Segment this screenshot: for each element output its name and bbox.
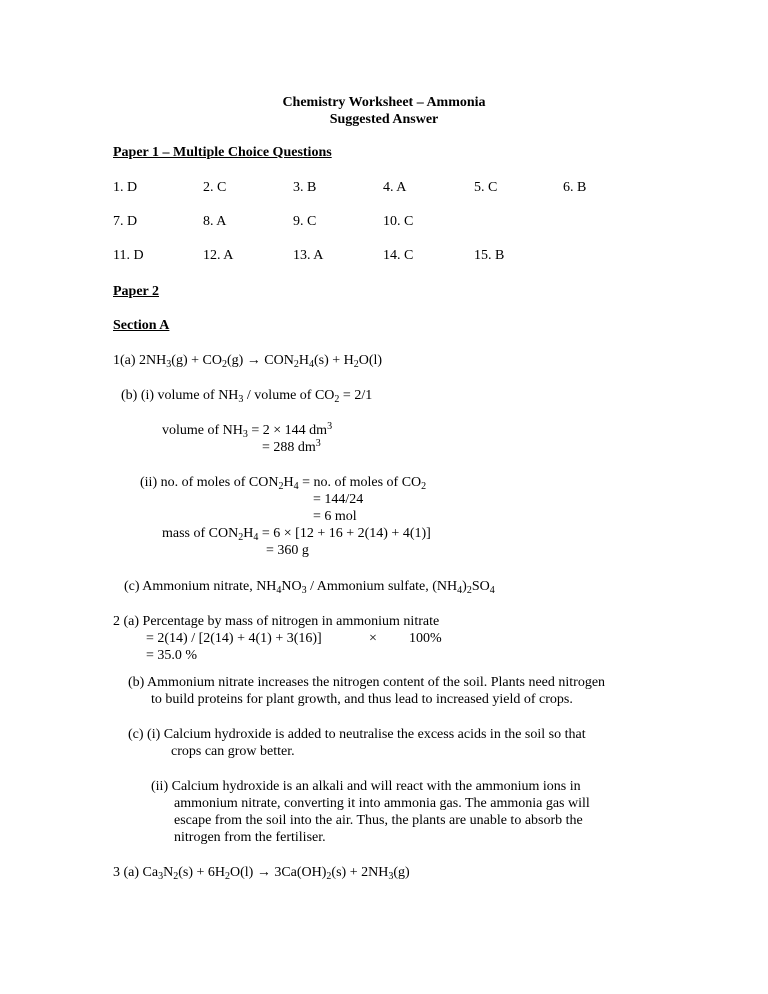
q2b-line1: (b) Ammonium nitrate increases the nitrogen content of the soil. Plants need nitrogen — [128, 675, 606, 690]
q1b-moles: (ii) no. of moles of $CON_2H_4$ = no. of moles of $CO_2$ — [140, 475, 427, 492]
q2c-line2: crops can grow better. — [171, 744, 295, 759]
q1b-volume-result: = 288 $dm^3$ — [262, 438, 321, 455]
q2a-times: × — [369, 631, 377, 646]
q1b-moles-calc: = 144/24 — [313, 492, 364, 507]
mcq-answer: 2. C — [203, 180, 227, 195]
mcq-answer: 13. A — [293, 248, 324, 263]
mcq-answer: 15. B — [474, 248, 505, 263]
mcq-answer: 3. B — [293, 180, 317, 195]
mcq-answer: 8. A — [203, 214, 227, 229]
mcq-answer: 10. C — [383, 214, 414, 229]
q2d-line3: escape from the soil into the air. Thus, the plants are unable to absorb the — [174, 813, 583, 828]
mcq-row — [0, 247, 768, 264]
q2a-calc: = 2(14) / [2(14) + 4(1) + 3(16)] — [146, 631, 322, 646]
mcq-row — [0, 213, 768, 230]
page-subtitle: Suggested Answer — [329, 112, 439, 127]
q3a-equation: 3 (a) $Ca_3N_2(s) + 6H_2O(l) \to 3Ca(OH)_2(s) + 2NH_3(g)$ — [113, 865, 410, 882]
mcq-answer: 12. A — [203, 248, 234, 263]
q2d-line2: ammonium nitrate, converting it into ammonia gas. The ammonia gas will — [174, 796, 590, 811]
q1a-equation: 1(a) $2NH_3(g) + CO_2(g) \to CON_2H_4(s) + H_2O(l)$ — [113, 353, 383, 370]
q2a-result: = 35.0 % — [146, 648, 198, 663]
mcq-answer: 5. C — [474, 180, 498, 195]
section-a-heading: Section A — [113, 318, 170, 333]
q2a-percent: 100% — [409, 631, 442, 646]
q1b-ratio: (b) (i) volume of $NH_3$ / volume of $CO_2 = 2/1$ — [121, 388, 373, 405]
q2b-line2: to build proteins for plant growth, and thus lead to increased yield of crops. — [151, 692, 573, 707]
mcq-answer: 4. A — [383, 180, 407, 195]
mcq-answer: 7. D — [113, 214, 138, 229]
q1c-answer: (c) Ammonium nitrate, $NH_4NO_3$ / Ammonium sulfate, $(NH_4)_2SO_4$ — [124, 579, 495, 596]
q1b-moles-result: = 6 mol — [313, 509, 357, 524]
q1b-mass: mass of $CON_2H_4 = 6 \times [12 + 16 + 2(14) + 4(1)]$ — [162, 526, 431, 543]
mcq-answer: 1. D — [113, 180, 138, 195]
q2a-question: 2 (a) Percentage by mass of nitrogen in ammonium nitrate — [113, 614, 440, 629]
q2d-line1: (ii) Calcium hydroxide is an alkali and will react with the ammonium ions in — [151, 779, 581, 794]
page-title: Chemistry Worksheet – Ammonia — [282, 95, 486, 110]
q1b-volume: volume of $NH_3 = 2 \times 144$ $dm^3$ — [162, 421, 333, 440]
mcq-answer: 9. C — [293, 214, 317, 229]
q2c-line1: (c) (i) Calcium hydroxide is added to neutralise the excess acids in the soil so that — [128, 727, 586, 742]
mcq-row — [0, 179, 768, 196]
paper1-heading: Paper 1 – Multiple Choice Questions — [113, 145, 332, 160]
q2d-line4: nitrogen from the fertiliser. — [174, 830, 326, 845]
mcq-answer: 6. B — [563, 180, 587, 195]
paper2-heading: Paper 2 — [113, 284, 160, 299]
mcq-answer: 11. D — [113, 248, 144, 263]
mcq-answer: 14. C — [383, 248, 414, 263]
q1b-mass-result: = 360 g — [266, 543, 309, 558]
